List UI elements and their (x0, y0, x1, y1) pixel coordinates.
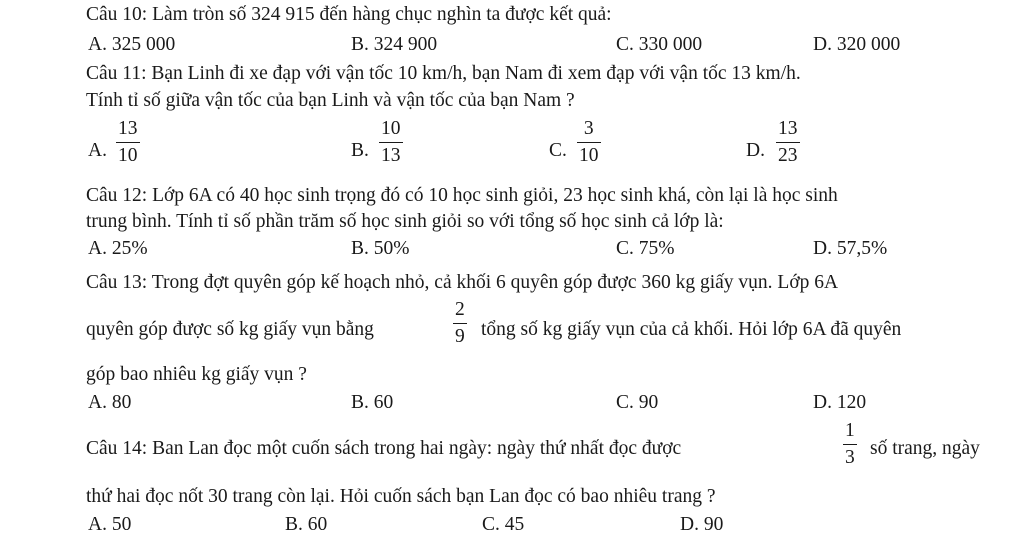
question-12-line-2: trung bình. Tính tỉ số phần trăm số học sinh giỏi so với tổng số học sinh cả lớp là: (86, 211, 724, 232)
fraction-bar (116, 142, 140, 144)
question-13-line-3: góp bao nhiêu kg giấy vụn ? (86, 364, 307, 385)
question-12-option-b: B. 50% (351, 238, 410, 259)
fraction-numerator: 2 (455, 299, 465, 320)
question-13-line-2-end: tổng số kg giấy vụn của cả khối. Hỏi lớp 6A đã quyên (481, 319, 902, 340)
question-10-option-a: A. 325 000 (88, 34, 176, 55)
fraction-bar (776, 142, 800, 144)
fraction-bar (577, 142, 601, 144)
question-11-line-1: Câu 11: Bạn Linh đi xe đạp với vận tốc 10 km/h, bạn Nam đi xem đạp với vận tốc 13 km/h. (86, 63, 801, 84)
question-10-option-d: D. 320 000 (813, 34, 901, 55)
fraction-denominator: 13 (381, 145, 401, 166)
question-13-option-c: C. 90 (616, 392, 659, 413)
fraction-denominator: 3 (845, 447, 855, 468)
question-12-option-d: D. 57,5% (813, 238, 888, 259)
question-10-option-b: B. 324 900 (351, 34, 438, 55)
question-11-option-a-label: A. (88, 140, 107, 161)
fraction-denominator: 10 (579, 145, 599, 166)
question-11-option-c-fraction (577, 119, 601, 166)
question-14-line-2: thứ hai đọc nốt 30 trang còn lại. Hỏi cuốn sách bạn Lan đọc có bao nhiêu trang ? (86, 486, 716, 507)
fraction-denominator: 10 (118, 145, 138, 166)
question-14-option-d: D. 90 (680, 514, 724, 535)
fraction-numerator: 13 (118, 118, 138, 139)
question-11-option-d-label: D. (746, 140, 765, 161)
question-12-option-a: A. 25% (88, 238, 148, 259)
fraction-denominator: 9 (455, 326, 465, 347)
question-10-option-c: C. 330 000 (616, 34, 703, 55)
question-14-line-1-end: số trang, ngày (870, 438, 980, 459)
question-13-option-a: A. 80 (88, 392, 132, 413)
fraction-denominator: 23 (778, 145, 798, 166)
question-13-line-1: Câu 13: Trong đợt quyên góp kế hoạch nhỏ, cả khối 6 quyên góp được 360 kg giấy vụn. Lớp 6A (86, 272, 839, 293)
question-11-option-a-fraction (116, 119, 140, 166)
question-11-option-b-label: B. (351, 140, 369, 161)
question-14-option-b: B. 60 (285, 514, 328, 535)
fraction-bar (453, 323, 467, 325)
question-13-option-d: D. 120 (813, 392, 867, 413)
fraction-numerator: 13 (778, 118, 798, 139)
question-12-line-1: Câu 12: Lớp 6A có 40 học sinh trọng đó có 10 học sinh giỏi, 23 học sinh khá, còn lại là học sinh (86, 185, 838, 206)
question-11-option-d-fraction (776, 119, 800, 166)
question-13-option-b: B. 60 (351, 392, 394, 413)
question-10-text: Câu 10: Làm tròn số 324 915 đến hàng chục nghìn ta được kết quả: (86, 4, 612, 25)
question-14-option-c: C. 45 (482, 514, 525, 535)
fraction-numerator: 1 (845, 420, 855, 441)
question-11-option-b-fraction (379, 119, 403, 166)
question-13-line-2-start: quyên góp được số kg giấy vụn bằng (86, 319, 374, 340)
fraction-bar (843, 444, 857, 446)
question-14-fraction (843, 421, 857, 468)
question-12-option-c: C. 75% (616, 238, 675, 259)
question-11-line-2: Tính tỉ số giữa vận tốc của bạn Linh và vận tốc của bạn Nam ? (86, 90, 575, 111)
question-11-option-c-label: C. (549, 140, 567, 161)
question-14-line-1-start: Câu 14: Ban Lan đọc một cuốn sách trong hai ngày: ngày thứ nhất đọc được (86, 438, 682, 459)
question-13-fraction (453, 300, 467, 347)
fraction-numerator: 3 (583, 118, 594, 139)
fraction-bar (379, 142, 403, 144)
question-14-option-a: A. 50 (88, 514, 132, 535)
fraction-numerator: 10 (381, 118, 401, 139)
